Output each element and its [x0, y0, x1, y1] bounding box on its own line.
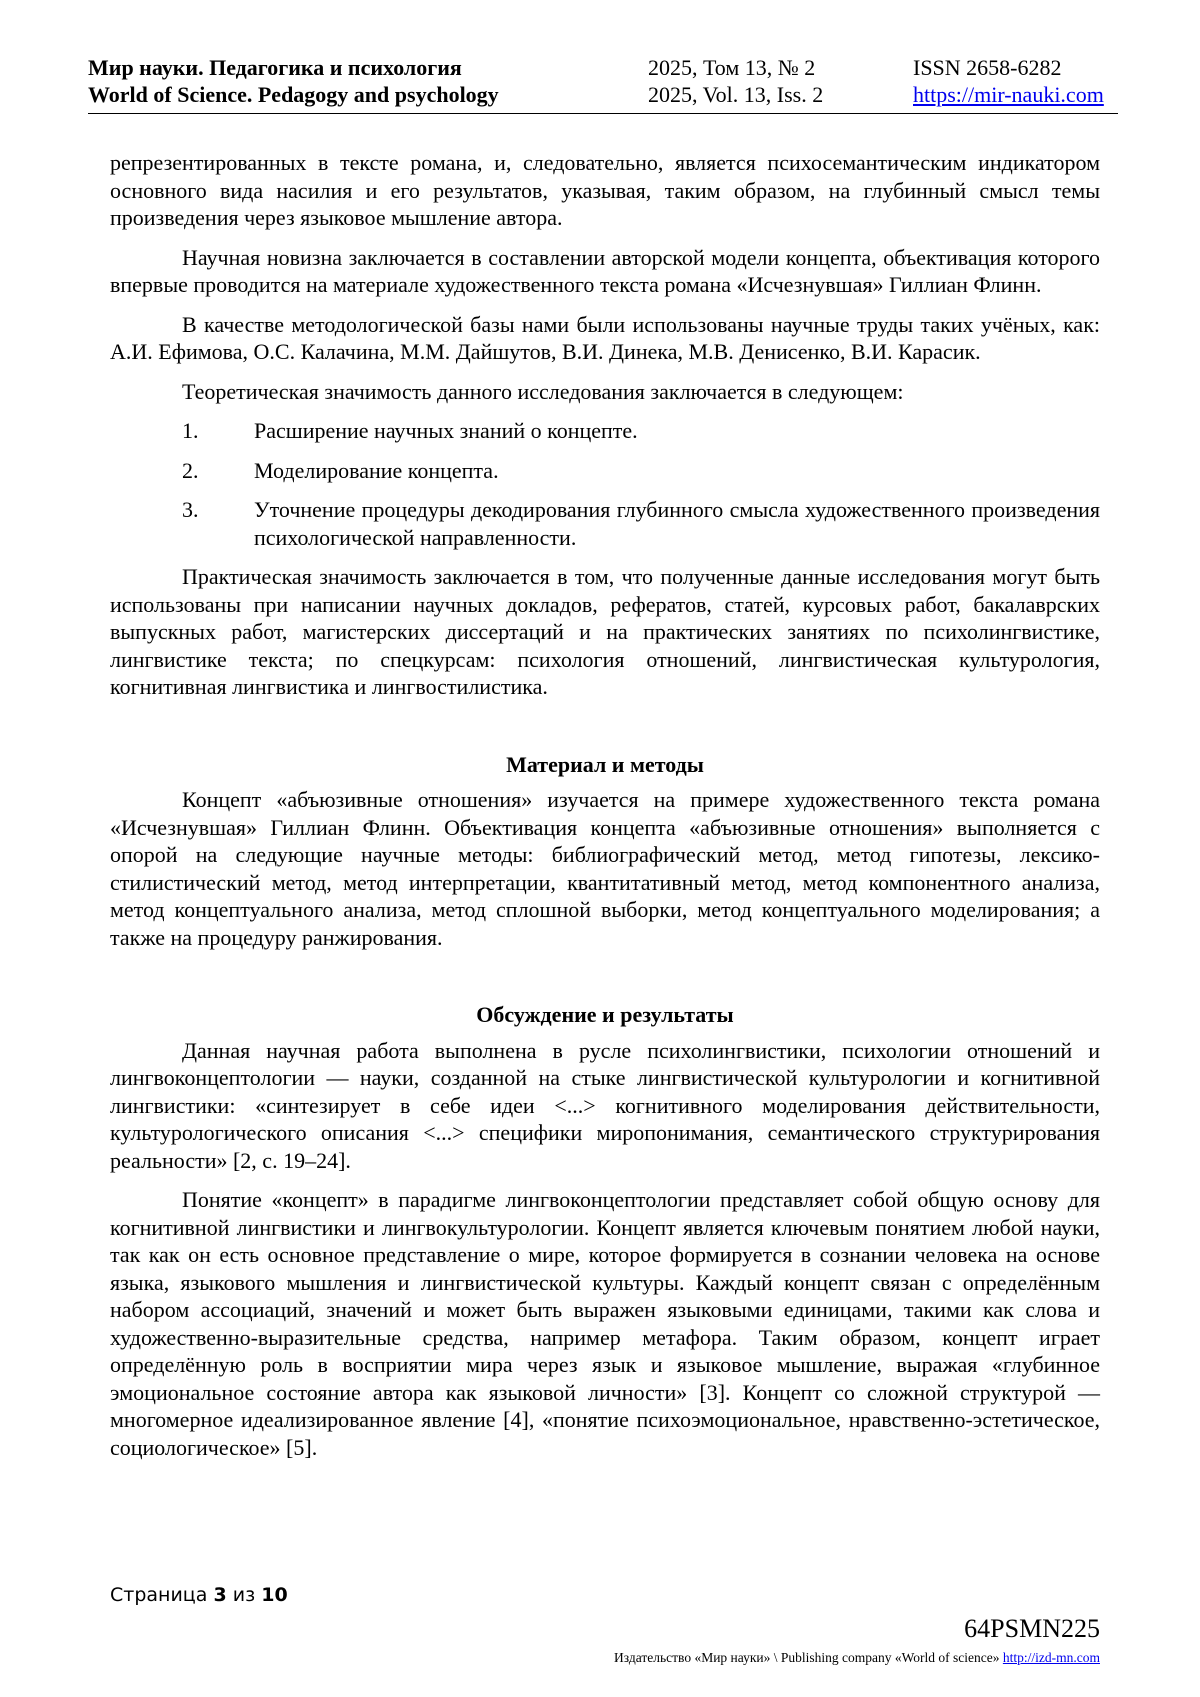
journal-url-link[interactable]: https://mir-nauki.com [913, 82, 1104, 107]
publisher-line [614, 1650, 1100, 1666]
issue-info-ru: 2025, Том 13, № 2 [648, 55, 816, 80]
page-number [110, 1584, 288, 1606]
list-item [110, 417, 1100, 445]
journal-header [88, 50, 1118, 114]
issue-info-block [648, 54, 823, 108]
page-label: Страница [110, 1584, 208, 1606]
paragraph-practical: Практическая значимость заключается в том, что полученные данные исследования могут быть использованы при написании научных докладов, рефератов, статей, курсовых работ, бакалаврских выпускных работ, магистерских диссертаций и на практических занятиях по психолингвистике, лингвистике текста; по спецкурсам: психология отношений, лингвистическая культурология, когнитивная лингвистика и лингвостилистика. [110, 564, 1100, 699]
page-total: 10 [261, 1584, 288, 1606]
page-of: из [232, 1584, 256, 1606]
paragraph-discussion-2: Понятие «концепт» в парадигме лингвоконцептологии представляет собой общую основу для когнитивной лингвистики и лингвокультурологии. Концепт является ключевым понятием любой науки, так как он есть основное представление о мире, которое формируется в сознании человека на основе языка, языкового мышления и лингвистической культуры. Каждый концепт связан с определённым набором ассоциаций, значений и может быть выражен языковыми единицами, такими как слова и художественно-выразительные средства, например метафора. Таким образом, концепт играет определённую роль в восприятии мира через язык и языковое мышление, выражая «глубинное эмоциональное состояние автора как языковой личности» [3]. Концепт со сложной структурой — многомерное идеализированное явление [4], «понятие психоэмоциональное, нравственно-эстетическое, социологическое» [5]. [110, 1187, 1100, 1460]
paragraph-materials: Концепт «абъюзивные отношения» изучается на примере художественного текста романа «Исчезнувшая» Гиллиан Флинн. Объективация концепта «абъюзивные отношения» выполняется с опорой на следующие научные методы: библиографический метод, метод гипотезы, лексико-стилистический метод, метод интерпретации, квантитативный метод, метод компонентного анализа, метод концептуального анализа, метод сплошной выборки, метод концептуального моделирования; а также на процедуру ранжирования. [110, 787, 1100, 950]
paragraph-methodology: В качестве методологической базы нами были использованы научные труды таких учёных, как: А.И. Ефимова, О.С. Калачина, М.М. Дайшутов, В.И. Динека, М.В. Денисенко, В.И. Карасик. [110, 311, 1100, 364]
paragraph-theoretical: Теоретическая значимость данного исследования заключается в следующем: [182, 378, 904, 404]
list-item [110, 457, 1100, 485]
page-current: 3 [213, 1584, 227, 1606]
section-heading-discussion: Обсуждение и результаты [476, 1002, 734, 1027]
list-item-number: 3. [182, 497, 199, 522]
paragraph-novelty: Научная новизна заключается в составлении авторской модели концепта, объективация которого впервые проводится на материале художественного текста романа «Исчезнувшая» Гиллиан Флинн. [110, 244, 1100, 297]
journal-title-ru: Мир науки. Педагогика и психология [88, 55, 462, 80]
issn-block [913, 54, 1104, 108]
article-body [110, 149, 1100, 1461]
journal-title-en: World of Science. Pedagogy and psychology [88, 82, 499, 107]
journal-title-block [88, 54, 499, 108]
list-item [110, 496, 1100, 551]
significance-list [110, 417, 1100, 551]
list-item-text: Расширение научных знаний о концепте. [254, 418, 638, 443]
publisher-text: Издательство «Мир науки» \ Publishing company «World of science» [614, 1650, 1000, 1665]
list-item-number: 1. [182, 418, 199, 443]
list-item-text: Уточнение процедуры декодирования глубинного смысла художественного произведения психологической направленности. [254, 497, 1100, 550]
publisher-url-link[interactable]: http://izd-mn.com [1002, 1650, 1100, 1665]
paragraph-discussion-1: Данная научная работа выполнена в русле психолингвистики, психологии отношений и лингвоконцептологии — науки, созданной на стыке лингвистической культурологии и когнитивной лингвистики: «синтезирует в себе идеи <...> когнитивного моделирования действительности, культурологического описания <...> специфики миропонимания, семантического структурирования реальности» [2, с. 19–24]. [110, 1037, 1100, 1173]
issn: ISSN 2658-6282 [913, 55, 1062, 80]
paragraph-1: репрезентированных в тексте романа, и, следовательно, является психосемантическим индикатором основного вида насилия и его результатов, указывая, таким образом, на глубинный смысл темы произведения через языковое мышление автора. [110, 150, 1100, 230]
list-item-number: 2. [182, 457, 199, 483]
article-code: 64PSMN225 [964, 1614, 1100, 1643]
list-item-text: Моделирование концепта. [254, 457, 499, 483]
section-heading-materials: Материал и методы [506, 751, 704, 777]
issue-info-en: 2025, Vol. 13, Iss. 2 [648, 82, 824, 107]
